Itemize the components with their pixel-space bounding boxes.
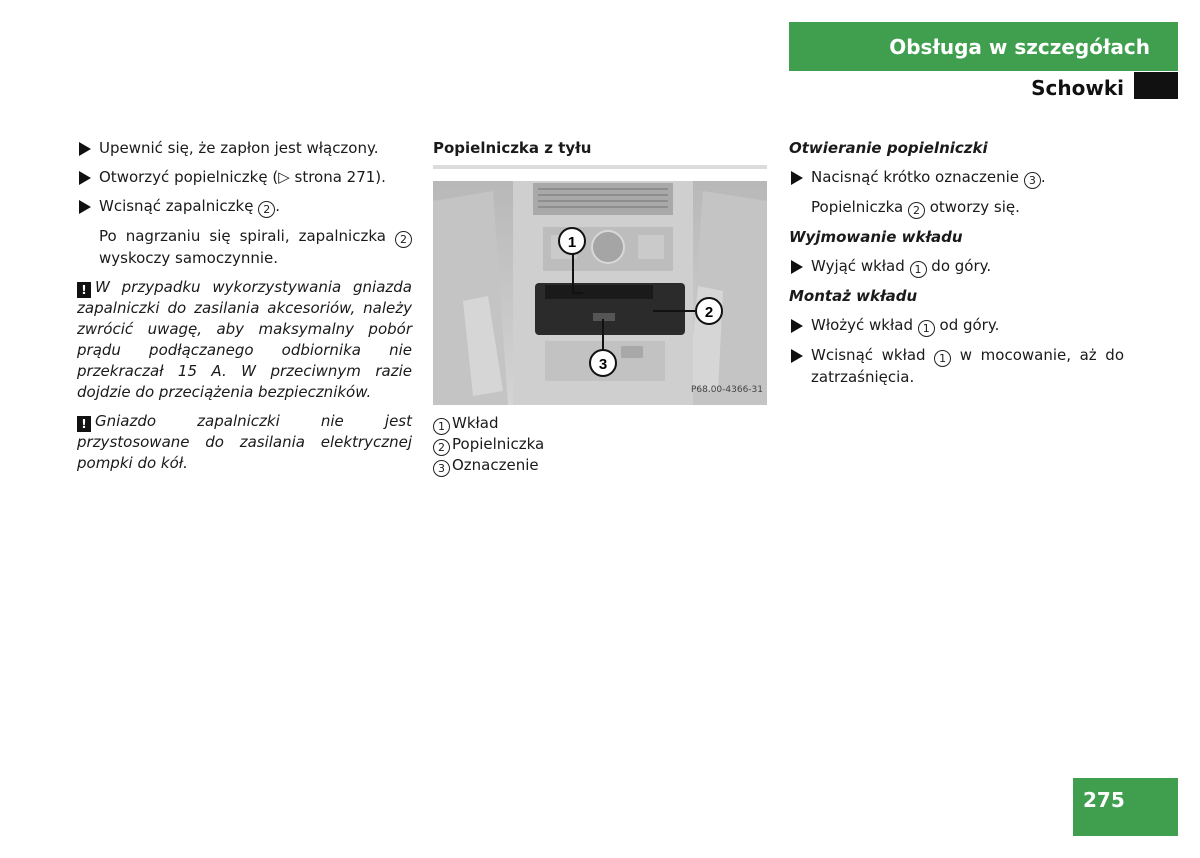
figure-title: Popielniczka z tyłu [433,138,767,169]
result-text: Popielniczka [811,198,908,216]
warning-icon: ! [77,282,91,298]
legend-label: Oznaczenie [452,456,539,474]
instruction-result [789,197,1124,219]
callout-number: 1 [910,261,927,278]
instruction-step [77,138,412,159]
step-text: Nacisnąć krótko oznaczenie [811,168,1024,186]
legend-item [433,434,767,455]
subheading: Montaż wkładu [789,287,918,305]
page-number: 275 [1073,778,1178,836]
page-ref-icon: ▷ [278,168,290,186]
callout-number: 1 [433,418,450,435]
section-marker [1134,72,1178,99]
step-text: w mocowanie, aż do zatrzaśnięcia. [811,346,1124,386]
legend-label: Wkład [452,414,499,432]
legend-label: Popielniczka [452,435,545,453]
callout-number: 2 [433,439,450,456]
step-text: Wcisnąć zapalniczkę [99,197,259,215]
instruction-step [789,167,1124,189]
callout-3-label: 3 [598,356,608,373]
bullet-arrow-icon [791,349,803,363]
bullet-arrow-icon [791,260,803,274]
step-text: Wcisnąć wkład [811,346,935,364]
instruction-step [789,345,1124,388]
chapter-header: Obsługa w szczegółach [789,22,1178,71]
column-middle [433,138,767,476]
instruction-step [789,256,1124,278]
column-left [77,138,412,482]
step-text: Włożyć wkład [811,316,918,334]
warning-note [77,277,412,403]
callout-number: 3 [1024,172,1041,189]
section-title: Schowki [1031,76,1124,100]
bullet-arrow-icon [79,142,91,156]
instruction-step [77,167,412,188]
step-text: . [275,197,280,215]
callout-number: 2 [395,231,412,248]
ashtray-photo [433,181,767,405]
legend-item [433,413,767,434]
instruction-step [789,315,1124,337]
legend-item [433,455,767,476]
step-text: do góry. [926,257,992,275]
warning-note [77,411,412,474]
instruction-result [77,226,412,269]
step-text: od góry. [934,316,1000,334]
warning-text: Gniazdo zapalniczki nie jest przystosowane do zasilania elektrycznej pompki do kół. [77,412,412,472]
subheading: Wyjmowanie wkładu [789,228,963,246]
callout-number: 1 [934,350,951,367]
bullet-arrow-icon [79,171,91,185]
result-text: otworzy się. [924,198,1020,216]
callout-1-label: 1 [567,234,577,251]
callout-2-label: 2 [704,304,714,321]
callout-number: 1 [918,320,935,337]
step-text: Otworzyć popielniczkę ( [99,168,279,186]
callout-number: 3 [433,460,450,477]
step-text: . [1040,168,1046,186]
step-text: Upewnić się, że zapłon jest włączony. [99,139,379,157]
warning-icon: ! [77,416,91,432]
warning-text: W przypadku wykorzystywania gniazda zapalniczki do zasilania akcesoriów, należy zwrócić uwagę, aby maksymalny pobór prądu podłączanego odbiornika nie przekraczał 15 A. W przeciwnym razie dojdzie do przeciążenia bezpieczników. [77,278,412,401]
figure-legend [433,413,767,476]
callout-number: 2 [258,201,275,218]
instruction-step [77,196,412,218]
bullet-arrow-icon [79,200,91,214]
step-text: Wyjąć wkład [811,257,910,275]
ashtray-illustration [433,181,767,405]
subheading: Otwieranie popielniczki [789,139,988,157]
column-right [789,138,1124,396]
photo-code: P68.00-4366-31 [690,385,763,395]
step-text: strona 271). [289,168,386,186]
result-text: Po nagrzaniu się spirali, zapalniczka [99,227,395,245]
bullet-arrow-icon [791,171,803,185]
result-text: wyskoczy samoczynnie. [99,249,279,267]
callout-number: 2 [908,202,925,219]
bullet-arrow-icon [791,319,803,333]
